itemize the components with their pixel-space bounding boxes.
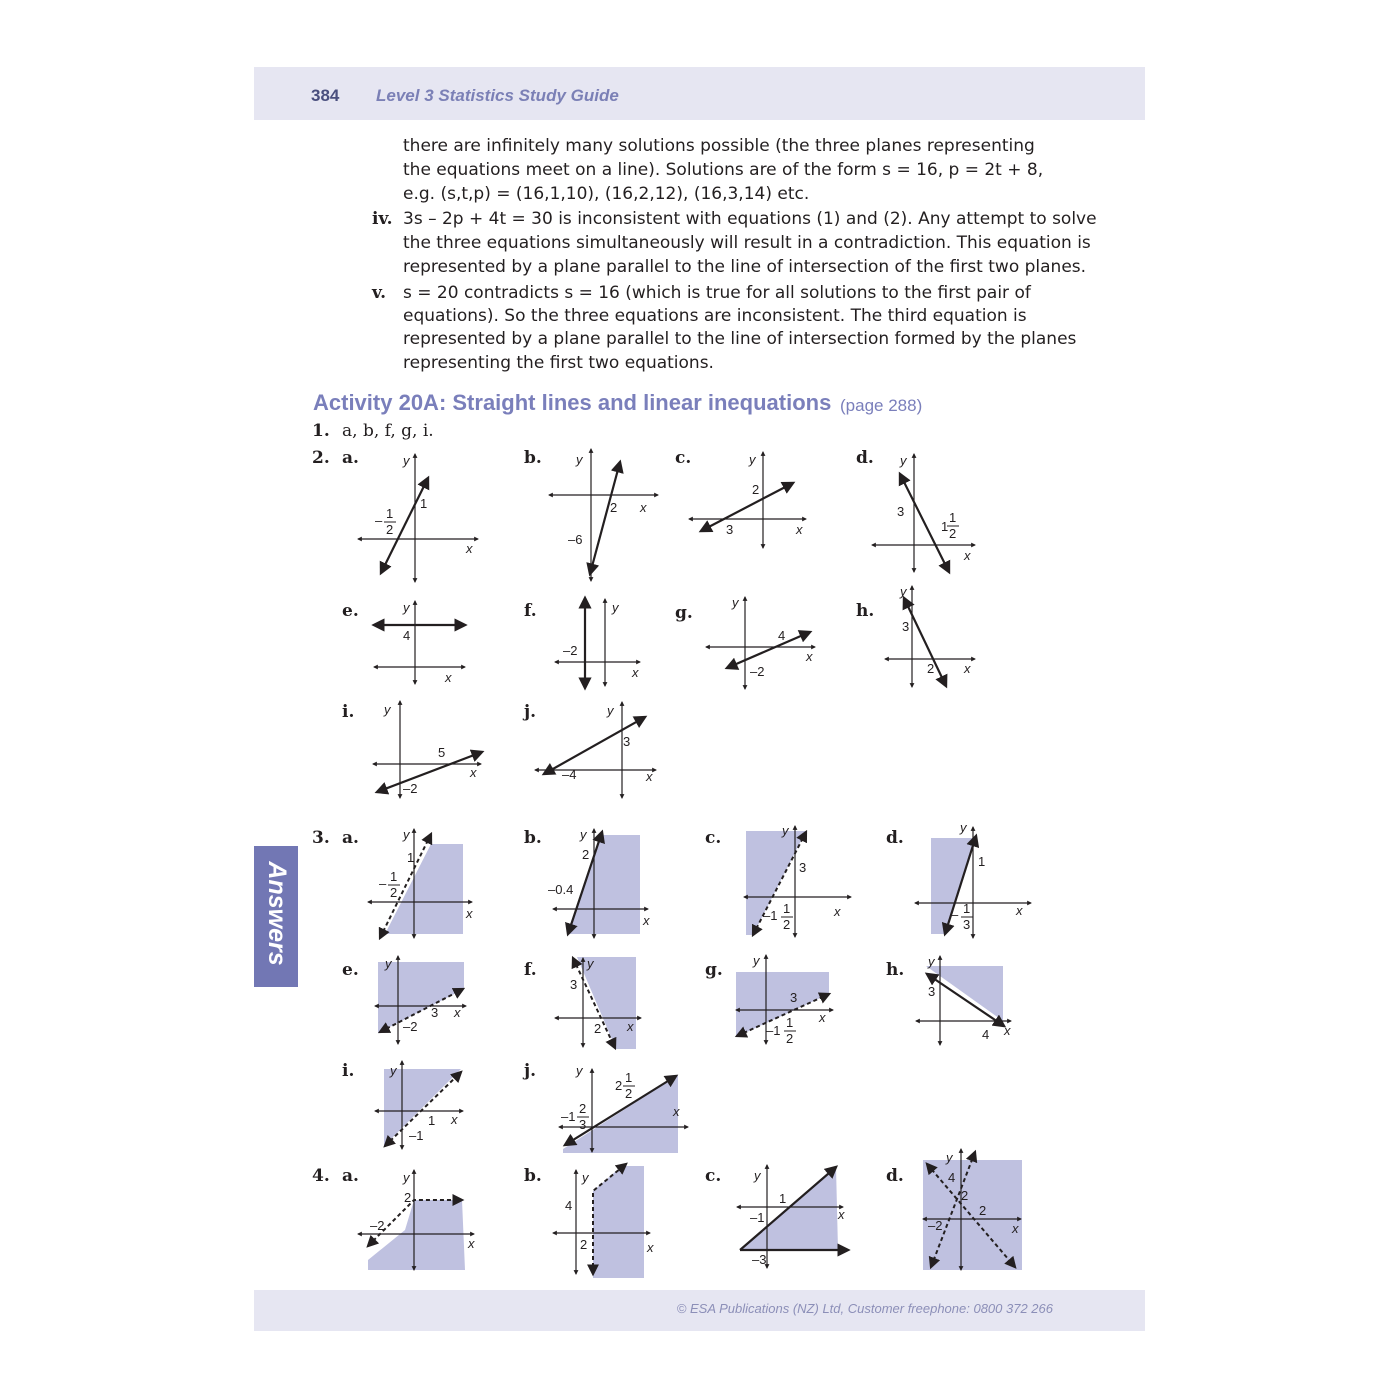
q2-part-j: j. (524, 702, 537, 722)
q2-part-h: h. (856, 601, 875, 621)
q3e-y-label: y (385, 956, 392, 971)
q4a-shade (368, 1200, 465, 1270)
q3-part-c: c. (705, 828, 722, 848)
q3f-x-label: x (627, 1019, 634, 1034)
q3g-label-num: 1 (786, 1015, 794, 1030)
q2e-y-label: y (403, 600, 410, 615)
q3c-label-3: 3 (799, 860, 807, 875)
q3-part-j: j. (524, 1061, 537, 1081)
q3g-label-3: 3 (790, 990, 798, 1005)
q3d-label-num: 1 (963, 901, 971, 916)
q3j-label-whole: 2 (615, 1078, 623, 1093)
q2i-label-minus2: –2 (403, 781, 418, 796)
q2d-label-den: 2 (949, 526, 957, 541)
q2f-label-minus2: –2 (563, 643, 578, 658)
q3j-label-den: 2 (625, 1086, 633, 1101)
q3f-label-2: 2 (594, 1021, 602, 1036)
q2a-label-num: 1 (386, 506, 394, 521)
q3h-label-4: 4 (982, 1027, 990, 1042)
q1-answer: a, b, f, g, i. (342, 421, 434, 441)
q2-part-g: g. (675, 603, 693, 623)
q3f-label-3: 3 (570, 977, 578, 992)
q3b-label-2: 2 (582, 847, 590, 862)
q3-part-h: h. (886, 960, 905, 980)
q4d-label-minus2: –2 (928, 1218, 943, 1233)
item-iv-label: iv. (372, 209, 393, 229)
q3g-y-label: y (753, 953, 760, 968)
item-v-line-1: s = 20 contradicts s = 16 (which is true for all solutions to the first pair of (403, 283, 1031, 303)
q3d-label-minus: – (951, 907, 959, 922)
item-iv-line-2: the three equations simultaneously will result in a contradiction. This equation is (403, 233, 1091, 253)
q2b-label-minus6: –6 (568, 532, 583, 547)
q3-number: 3. (312, 828, 330, 848)
side-tab-label: Answers (263, 861, 291, 966)
q2i-label-5: 5 (438, 745, 446, 760)
q2j-graph (535, 702, 656, 798)
q2j-x-label: x (646, 769, 653, 784)
item-v-line-4: representing the first two equations. (403, 353, 714, 373)
q2j-y-label: y (607, 703, 614, 718)
q3h-y-label: y (928, 954, 935, 969)
continuation-line-1: there are infinitely many solutions possible (the three planes representing (403, 136, 1035, 156)
q3b-y-label: y (580, 827, 587, 842)
q2b-label-2: 2 (610, 500, 618, 515)
q4a-y-label: y (403, 1170, 410, 1185)
q2c-x-label: x (796, 522, 803, 537)
q2d-label-whole: 1 (941, 519, 949, 534)
q4c-y-label: y (754, 1168, 761, 1183)
q2c-y-label: y (749, 452, 756, 467)
activity-title: Activity 20A: Straight lines and linear inequations (313, 390, 832, 415)
q3e-label-minus2: –2 (403, 1019, 418, 1034)
q3e-x-label: x (454, 1005, 461, 1020)
q4-part-c: c. (705, 1166, 722, 1186)
q4b-x-label: x (647, 1240, 654, 1255)
q3d-label-den: 3 (963, 917, 971, 932)
q2a-y-label: y (403, 453, 410, 468)
q2h-label-3: 3 (902, 619, 910, 634)
q2-number: 2. (312, 448, 330, 468)
q4d-y-label: y (946, 1150, 953, 1165)
item-iv-line-3: represented by a plane parallel to the line of intersection of the first two planes. (403, 257, 1087, 277)
q3a-label-minus: – (379, 876, 387, 891)
q2h-label-2: 2 (927, 661, 935, 676)
q3a-label-1: 1 (407, 850, 415, 865)
q3-part-i: i. (342, 1061, 355, 1081)
q3f-y-label: y (587, 956, 594, 971)
q2a-x-label: x (466, 541, 473, 556)
q4b-label-4: 4 (565, 1198, 573, 1213)
q3b-label-minus04: –0.4 (548, 882, 574, 897)
q3a-label-num: 1 (390, 869, 398, 884)
q4c-label-minus1: –1 (750, 1210, 765, 1225)
q3j-label-den2: 3 (579, 1117, 587, 1132)
q2e-x-label: x (445, 670, 452, 685)
footer-text: © ESA Publications (NZ) Ltd, Customer freephone: 0800 372 266 (676, 1301, 1053, 1316)
q3-part-a: a. (342, 828, 359, 848)
q4b-y-label: y (582, 1170, 589, 1185)
q3c-label-den: 2 (783, 917, 791, 932)
q2f-y-label: y (612, 600, 619, 615)
q4d-label-4: 4 (948, 1170, 956, 1185)
q4b-label-2: 2 (580, 1237, 588, 1252)
q4c-label-1: 1 (779, 1191, 787, 1206)
q2d-x-label: x (964, 548, 971, 563)
q3-part-f: f. (524, 960, 537, 980)
q3a-x-label: x (466, 906, 473, 921)
q2b-x-label: x (640, 500, 647, 515)
q3b-shade (568, 835, 640, 934)
q3j-x-label: x (673, 1104, 680, 1119)
q3i-x-label: x (451, 1112, 458, 1127)
q3d-y-label: y (960, 820, 967, 835)
q2e-label-4: 4 (403, 628, 411, 643)
q2b-graph (549, 449, 658, 581)
q2-part-c: c. (675, 448, 692, 468)
q3-part-d: d. (886, 828, 904, 848)
q4d-x-label: x (1012, 1221, 1019, 1236)
q3-part-g: g. (705, 960, 723, 980)
q4d-label-2a: 2 (961, 1188, 969, 1203)
q3i-label-1: 1 (428, 1113, 436, 1128)
footer-band (254, 1290, 1145, 1331)
q4a-label-minus2: –2 (370, 1218, 385, 1233)
q2c-graph (689, 452, 806, 548)
q3i-label-minus1: –1 (409, 1128, 424, 1143)
q3a-label-den: 2 (390, 885, 398, 900)
q2c-label-2: 2 (752, 482, 760, 497)
q2-part-f: f. (524, 601, 537, 621)
q2d-label-num: 1 (949, 510, 957, 525)
q3c-x-label: x (834, 904, 841, 919)
q2-part-d: d. (856, 448, 874, 468)
q3h-x-label: x (1004, 1023, 1011, 1038)
q3f-shade (577, 957, 636, 1049)
q3a-y-label: y (403, 827, 410, 842)
q3c-y-label: y (782, 823, 789, 838)
q3h-shade (926, 966, 1003, 1021)
q2h-y-label: y (900, 584, 907, 599)
q2b-y-label: y (576, 452, 583, 467)
q2d-y-label: y (900, 453, 907, 468)
q3e-shade (378, 962, 464, 1033)
q2d-label-3: 3 (897, 504, 905, 519)
q1-number: 1. (312, 421, 330, 441)
q3g-label-minus1: –1 (766, 1023, 781, 1038)
q4-number: 4. (312, 1166, 330, 1186)
q4-part-b: b. (524, 1166, 542, 1186)
q3g-shade (736, 972, 829, 1037)
q3d-x-label: x (1016, 903, 1023, 918)
q3j-label-num2: 2 (579, 1101, 587, 1116)
q3j-label-num: 1 (625, 1070, 633, 1085)
q2g-label-minus2: –2 (750, 664, 765, 679)
q3d-label-1: 1 (978, 854, 986, 869)
q3b-x-label: x (643, 913, 650, 928)
q2g-y-label: y (732, 595, 739, 610)
answers-side-tab (254, 846, 298, 987)
item-iv-line-1: 3s – 2p + 4t = 30 is inconsistent with equations (1) and (2). Any attempt to solve (403, 209, 1097, 229)
q2-part-i: i. (342, 702, 355, 722)
q2-part-a: a. (342, 448, 359, 468)
q2g-label-4: 4 (778, 628, 786, 643)
q4b-shade (593, 1166, 644, 1278)
item-v-label: v. (372, 283, 387, 303)
item-v-line-2: equations). So the three equations are inconsistent. The third equation is (403, 306, 1027, 326)
book-title: Level 3 Statistics Study Guide (376, 86, 619, 105)
q2a-label-minus: – (375, 513, 383, 528)
q3-part-b: b. (524, 828, 542, 848)
q2j-label-3: 3 (623, 734, 631, 749)
q4d-label-2b: 2 (979, 1203, 987, 1218)
q3c-label-num: 1 (783, 901, 791, 916)
q3g-x-label: x (819, 1010, 826, 1025)
q4a-x-label: x (468, 1236, 475, 1251)
q4a-label-2: 2 (404, 1190, 412, 1205)
item-v-line-3: represented by a plane parallel to the line of intersection formed by the planes (403, 329, 1077, 349)
q3e-label-3: 3 (431, 1005, 439, 1020)
activity-page-ref: (page 288) (840, 396, 923, 415)
q2a-label-den: 2 (386, 522, 394, 537)
q3i-y-label: y (390, 1063, 397, 1078)
q2h-x-label: x (964, 661, 971, 676)
q3-part-e: e. (342, 960, 359, 980)
q2a-label-1: 1 (420, 496, 428, 511)
q4-part-d: d. (886, 1166, 904, 1186)
continuation-line-3: e.g. (s,t,p) = (16,1,10), (16,2,12), (16,3,14) etc. (403, 184, 810, 204)
page-number: 384 (311, 86, 340, 105)
q2-part-b: b. (524, 448, 542, 468)
q3c-label-minus1: –1 (763, 908, 778, 923)
q2i-y-label: y (384, 702, 391, 717)
q3h-label-3: 3 (928, 984, 936, 999)
q4-part-a: a. (342, 1166, 359, 1186)
q2i-x-label: x (470, 765, 477, 780)
q2d-graph (872, 454, 975, 572)
q3j-label-minus1: –1 (561, 1109, 576, 1124)
q2g-x-label: x (806, 649, 813, 664)
continuation-line-2: the equations meet on a line). Solutions are of the form s = 16, p = 2t + 8, (403, 160, 1044, 180)
q2c-label-3: 3 (726, 522, 734, 537)
q3j-y-label: y (576, 1063, 583, 1078)
q2j-label-minus4: –4 (562, 767, 577, 782)
q3g-label-den: 2 (786, 1031, 794, 1046)
q2f-x-label: x (632, 665, 639, 680)
q4c-label-minus3: –3 (752, 1252, 767, 1267)
q2-part-e: e. (342, 601, 359, 621)
q4c-x-label: x (838, 1207, 845, 1222)
